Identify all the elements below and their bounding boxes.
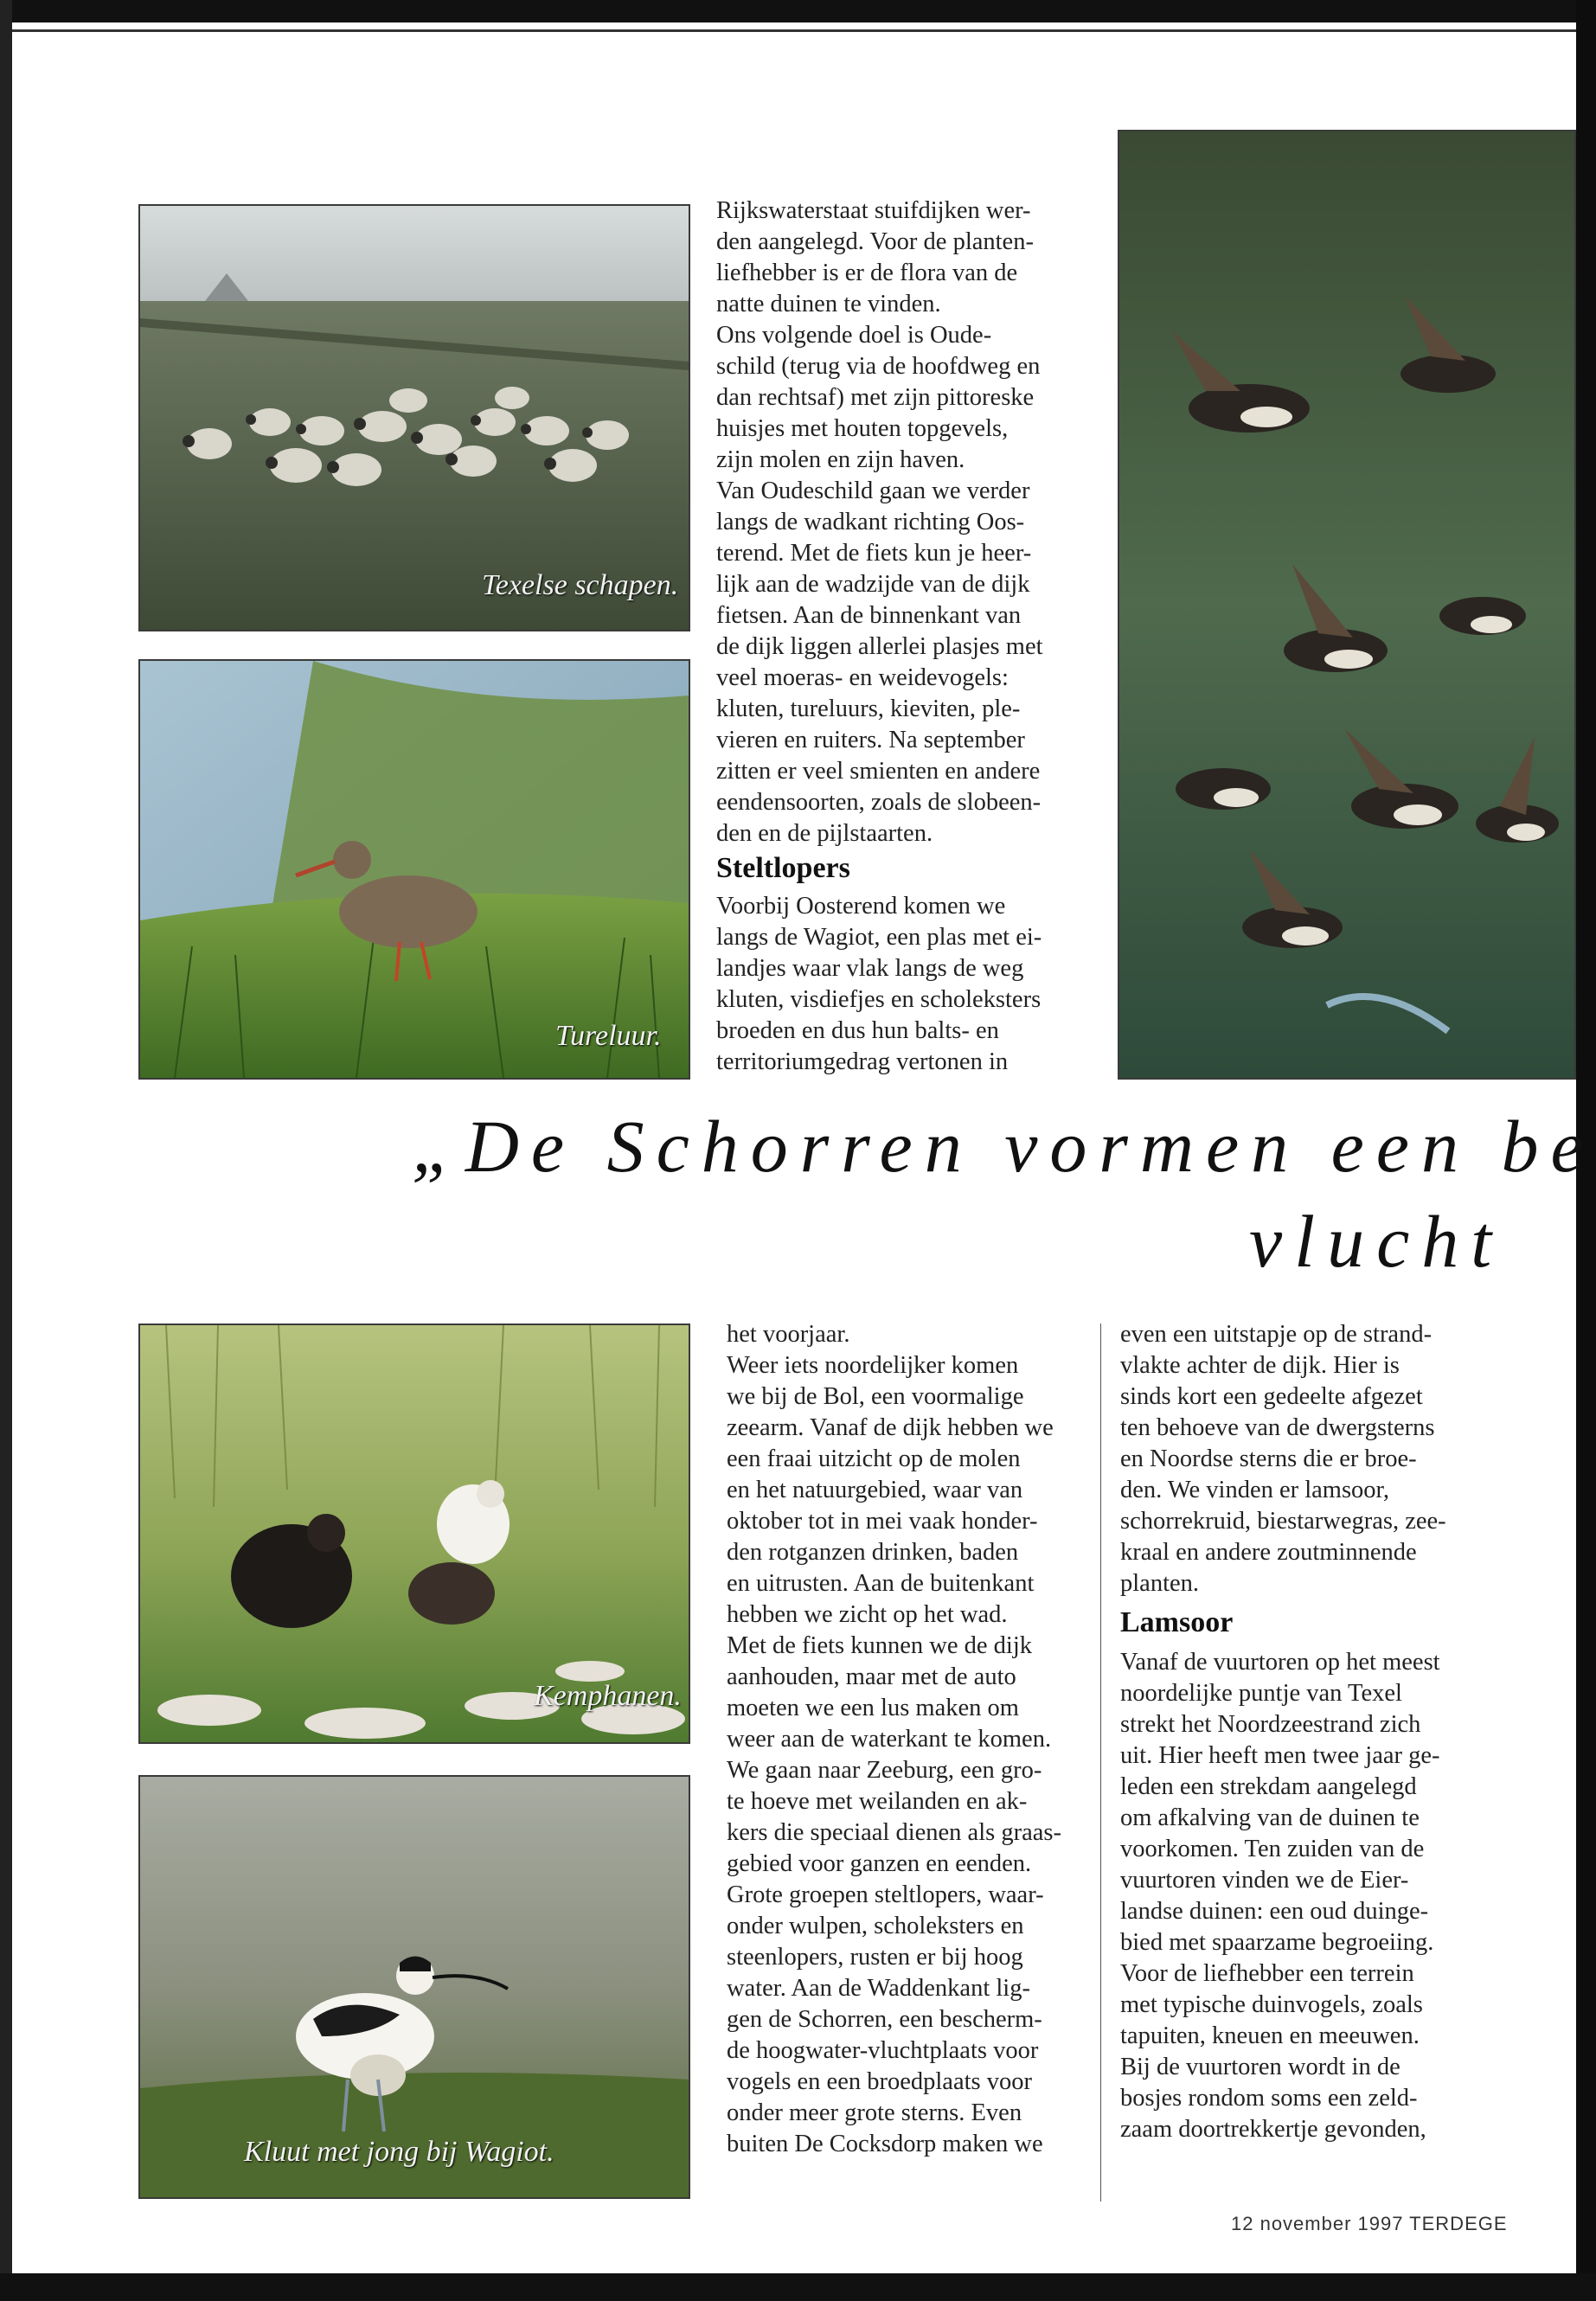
- middle-column: het voorjaar. Weer iets noordelijker komen we bij de Bol, een voormalige zeearm. Vanaf de dijk hebben we een fraai uitzicht op de molen en het natuurgebied, waar van oktober tot in mei vaak honder- den rotganzen drinken, baden en uitrusten. Aan de buitenkant hebben we zicht op het wad. Met de fiets kunnen we de dijk aanhouden, maar met de auto moeten we een lus maken om weer aan de waterkant te komen. We gaan naar Zeeburg, een gro- te hoeve met weilanden en ak- kers die speciaal dienen als graas- gebied voor ganzen en eenden. Grote groepen steltlopers, waar- onder wulpen, scholeksters en steenlopers, rusten er bij hoog water. Aan de Waddenkant lig- gen de Schorren, een bescherm- de hoogwater-vluchtplaats voor vogels en een broedplaats voor onder meer grote sterns. Even buiten De Cocksdorp maken we: [727, 1321, 1061, 2157]
- ruff-photo: [138, 1324, 690, 1744]
- page-footer: 12 november 1997 TERDEGE: [1231, 2213, 1508, 2234]
- sheep-photo: [138, 204, 690, 631]
- top-column-body: Voorbij Oosterend komen we langs de Wagiot, een plas met ei- landjes waar vlak langs de weg kluten, visdiefjes en scholeksters broeden en dus hun balts- en territoriumgedrag vertonen in: [716, 893, 1042, 1075]
- avocet-photo: [138, 1775, 690, 2199]
- page-frame-left: [0, 0, 12, 2301]
- redshank-caption: Tureluur.: [555, 1020, 662, 1052]
- page-frame-bottom: [0, 2273, 1596, 2301]
- page-frame-top: [0, 0, 1596, 22]
- heading-lamsoor: Lamsoor: [1120, 1606, 1234, 1638]
- avocet-caption: Kluut met jong bij Wagiot.: [244, 2136, 554, 2168]
- heading-steltlopers: Steltlopers: [716, 852, 850, 884]
- pull-quote-line-1: „De Schorren vormen een be: [412, 1105, 1596, 1188]
- ruff-caption: Kemphanen.: [534, 1680, 682, 1712]
- redshank-photo: [138, 659, 690, 1080]
- top-column-intro: Rijkswaterstaat stuifdijken wer- den aangelegd. Voor de planten- liefhebber is er de flora van de natte duinen te vinden. Ons volgende doel is Oude- schild (terug via de hoofdweg en dan rechtsaf) met zijn pittoreske huisjes met houten topgevels, zijn molen en zijn haven. Van Oudeschild gaan we verder langs de wadkant richting Oos- terend. Met de fiets kun je heer- lijk aan de wadzijde van de dijk fietsen. Aan de binnenkant van de dijk liggen allerlei plasjes met veel moeras- en weidevogels: kluten, tureluurs, kieviten, ple- vieren en ruiters. Na september zitten er veel smienten en andere eendensoorten, zoals de slobeen- den en de pijlstaarten.: [716, 197, 1043, 847]
- right-column-body: Vanaf de vuurtoren op het meest noordelijke puntje van Texel strekt het Noordzeestrand zich uit. Hier heeft men twee jaar ge- leden een strekdam aangelegd om afkalving van de duinen te voorkomen. Ten zuiden van de vuurtoren vinden we de Eier- landse duinen: een oud duinge- bied met spaarzame begroeiing. Voor de liefhebber een terrein met typische duinvogels, zoals tapuiten, kneuen en meeuwen. Bij de vuurtoren wordt in de bosjes rondom soms een zeld- zaam doortrekkertje gevonden,: [1120, 1649, 1440, 2143]
- pull-quote-line-2: vlucht: [1249, 1200, 1504, 1283]
- top-rule: [12, 29, 1576, 32]
- ducks-photo: [1118, 130, 1576, 1080]
- sheep-caption: Texelse schapen.: [482, 569, 679, 601]
- right-column-intro: even een uitstapje op de strand- vlakte achter de dijk. Hier is sinds kort een gedeelte afgezet ten behoeve van de dwergsterns en Noordse sterns die er broe- den. We vinden er lamsoor, schorrekruid, biestarwegras, zee- kraal en andere zoutminnende planten.: [1120, 1321, 1446, 1597]
- column-divider: [1100, 1324, 1101, 2202]
